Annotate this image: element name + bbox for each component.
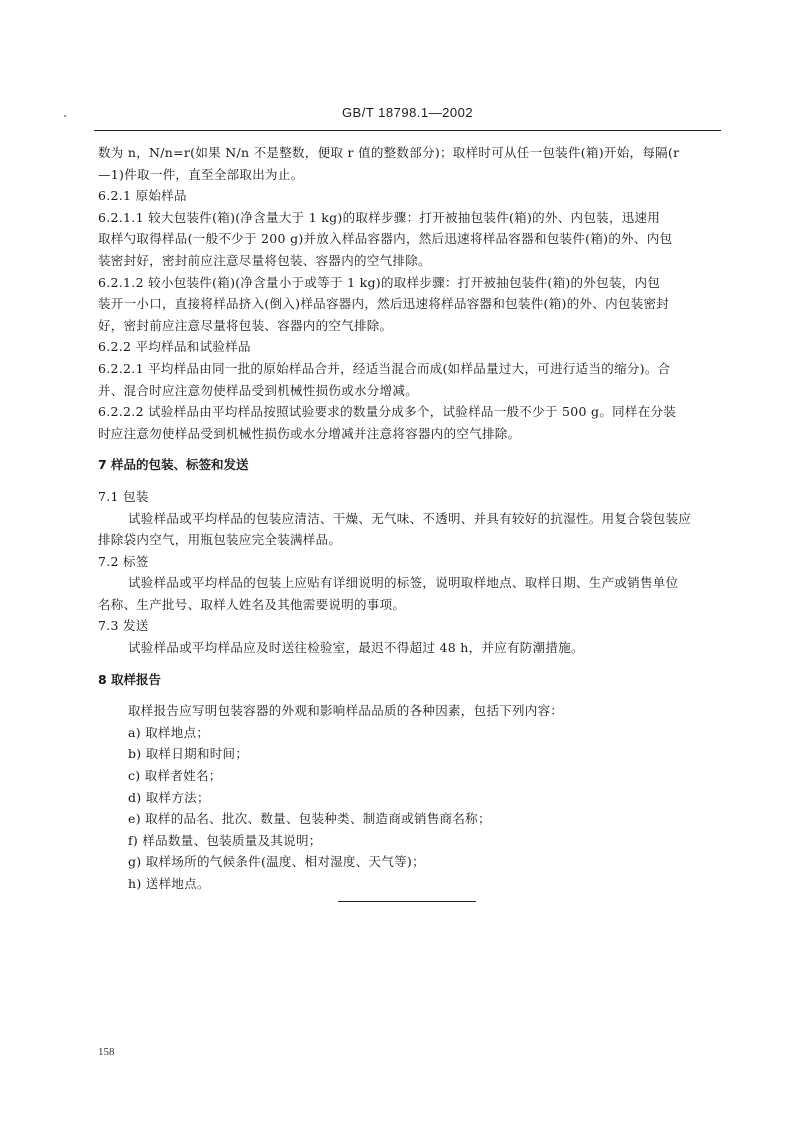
scan-speck	[64, 115, 66, 117]
paragraph-line: 取样报告应写明包装容器的外观和影响样品品质的各种因素，包括下列内容：	[128, 703, 564, 719]
list-item: g) 取样场所的气候条件(温度、相对湿度、天气等)；	[128, 854, 425, 870]
list-item: f) 样品数量、包装质量及其说明；	[128, 832, 322, 848]
list-item: a) 取样地点；	[128, 724, 210, 740]
paragraph-line: 名称、生产批号、取样人姓名及其他需要说明的事项。	[98, 596, 406, 612]
paragraph-line: 数为 n，N/n=r(如果 N/n 不是整数，便取 r 值的整数部分)；取样时可从任一包装件(箱)开始，每隔(r	[98, 145, 680, 160]
paragraph-line: 6.2.1.2 较小包装件(箱)(净含量小于或等于 1 kg)的取样步骤：打开被抽包装件(箱)的外包装，内包	[98, 274, 661, 290]
header-rule	[94, 130, 721, 131]
paragraph-line: 试验样品或平均样品的包装上应贴有详细说明的标签，说明取样地点、取样日期、生产或销售单位	[128, 575, 679, 591]
section-heading-7-3: 7.3 发送	[98, 618, 149, 634]
list-item: c) 取样者姓名；	[128, 768, 222, 784]
end-of-standard-rule	[338, 901, 476, 902]
paragraph-line: 并、混合时应注意勿使样品受到机械性损伤或水分增减。	[98, 382, 419, 398]
paragraph-line: 试验样品或平均样品应及时送往检验室，最迟不得超过 48 h，并应有防潮措施。	[128, 640, 584, 656]
paragraph-line: 试验样品或平均样品的包装应清洁、干燥、无气味、不透明、并具有较好的抗湿性。用复合袋包装应	[128, 510, 692, 526]
paragraph-line: 取样勺取得样品(一般不少于 200 g)并放入样品容器内，然后迅速将样品容器和包装件(箱)的外、内包	[98, 231, 673, 247]
list-item: e) 取样的品名、批次、数量、包装种类、制造商或销售商名称；	[128, 811, 491, 827]
list-item: b) 取样日期和时间；	[128, 746, 249, 762]
paragraph-line: 6.2.1.1 较大包装件(箱)(净含量大于 1 kg)的取样步骤：打开被抽包装件(箱)的外、内包装，迅速用	[98, 209, 661, 225]
section-heading-7-1: 7.1 包装	[98, 488, 149, 504]
section-heading-6-2-1: 6.2.1 原始样品	[98, 188, 187, 204]
paragraph-line: 6.2.2.1 平均样品由同一批的原始样品合并，经适当混合而成(如样品量过大，可进行适当的缩分)。合	[98, 360, 671, 376]
paragraph-line: 时应注意勿使样品受到机械性损伤或水分增减并注意将容器内的空气排除。	[98, 425, 521, 441]
paragraph-line: 6.2.2.2 试验样品由平均样品按照试验要求的数量分成多个，试验样品一般不少于 500 g。同样在分装	[98, 404, 677, 420]
document-header: GB/T 18798.1—2002	[341, 105, 474, 120]
paragraph-line: 好，密封前应注意尽量将包装、容器内的空气排除。	[98, 317, 393, 333]
section-heading-6-2-2: 6.2.2 平均样品和试验样品	[98, 339, 251, 355]
list-item: h) 送样地点。	[128, 876, 210, 891]
section-heading-7-2: 7.2 标签	[98, 553, 149, 569]
paragraph-line: —1)件取一件，直至全部取出为止。	[98, 166, 304, 182]
paragraph-line: 装密封好，密封前应注意尽量将包装、容器内的空气排除。	[98, 252, 431, 268]
chapter-heading-8: 8 取样报告	[98, 671, 162, 687]
document-body	[98, 142, 723, 895]
page-number: 158	[98, 1046, 115, 1058]
paragraph-line: 装开一小口，直接将样品挤入(倒入)样品容器内，然后迅速将样品容器和包装件(箱)的外、内包装密封	[98, 296, 670, 312]
list-item: d) 取样方法；	[128, 789, 210, 805]
paragraph-line: 排除袋内空气，用瓶包装应完全装满样品。	[98, 532, 342, 548]
chapter-heading-7: 7 样品的包装、标签和发送	[98, 457, 249, 473]
